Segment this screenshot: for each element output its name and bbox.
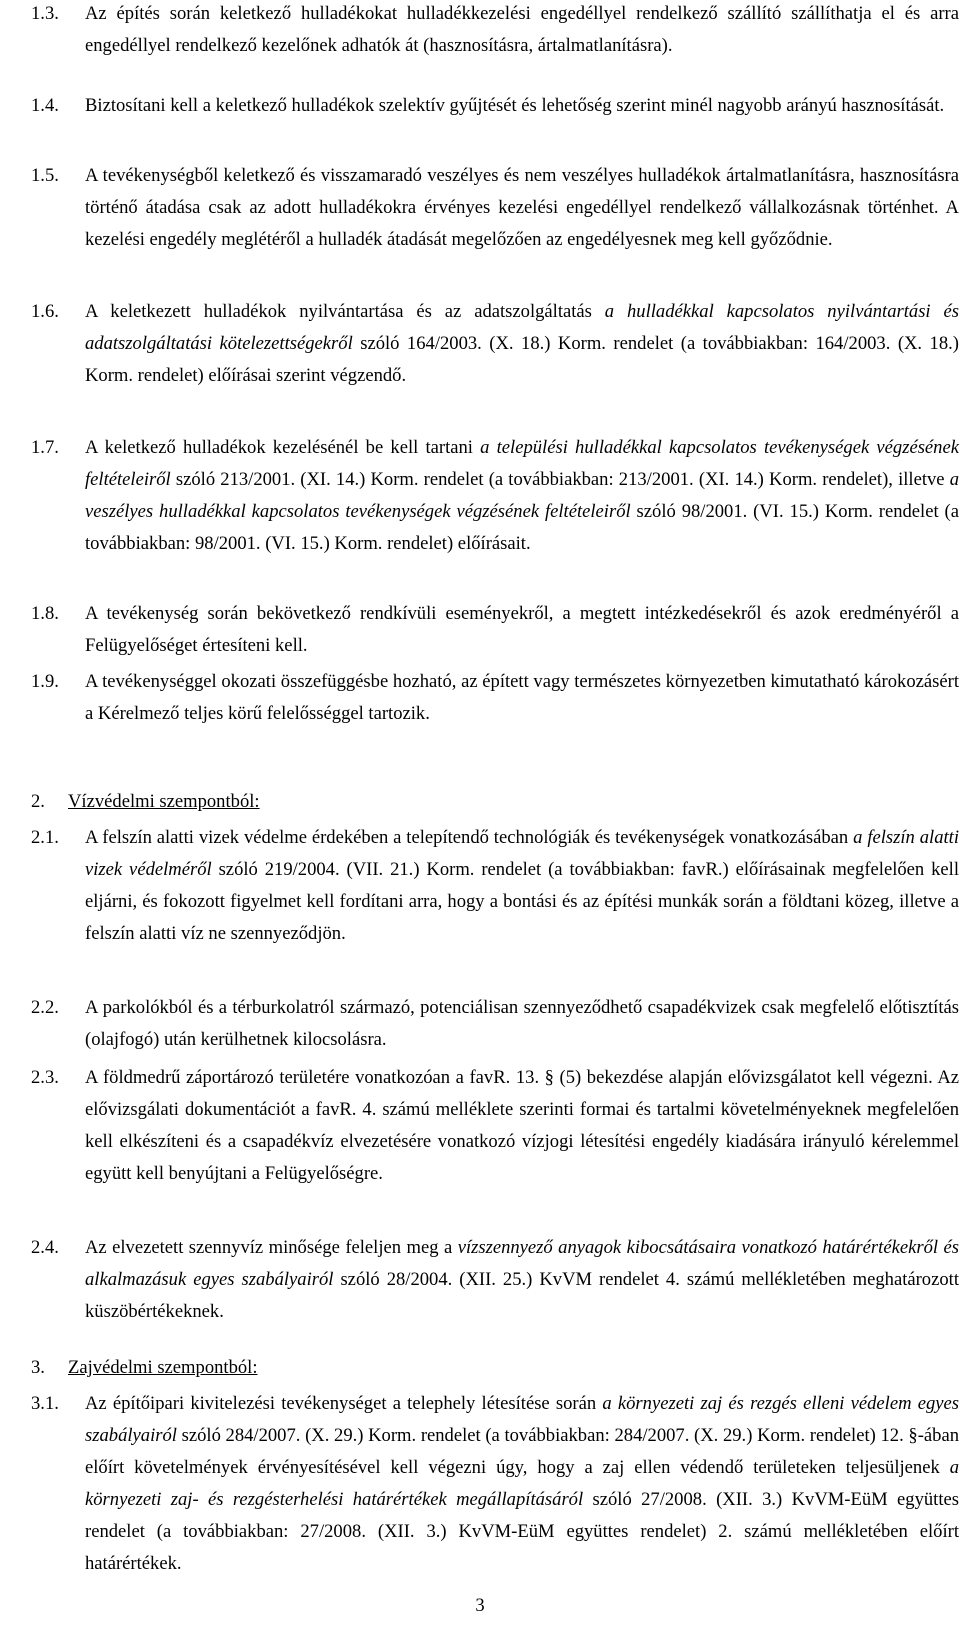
section-heading-noise-protection xyxy=(31,1352,731,1384)
paragraph-text xyxy=(85,598,959,662)
paragraph-number: 1.8. xyxy=(31,603,59,624)
paragraph-text xyxy=(85,1388,959,1580)
paragraph-number: 2.2. xyxy=(31,997,59,1018)
page-number: 3 xyxy=(475,1595,485,1616)
paragraph-text xyxy=(85,1062,959,1190)
paragraph-number: 1.6. xyxy=(31,301,59,322)
paragraph-text xyxy=(85,90,959,122)
paragraph-number: 2.1. xyxy=(31,827,59,848)
paragraph-number: 1.3. xyxy=(31,3,59,24)
section-heading-water-protection xyxy=(31,786,731,818)
section-title: Zajvédelmi szempontból: xyxy=(68,1357,258,1378)
text-run: szóló 27/2008. (XII. 3.) KvVM-EüM együttes rendelet (a továbbiakban: 27/2008. (XII. 3.) KvVM-EüM együttes rendelet) 2. számú mellékletében előírt határértékek. xyxy=(85,1489,959,1574)
section-number: 2. xyxy=(31,791,45,812)
italic-citation: a veszélyes hulladékkal kapcsolatos tevékenységek végzésének feltételeiről xyxy=(85,469,959,522)
paragraph-3-1 xyxy=(31,1388,959,1580)
text-run: Biztosítani kell a keletkező hulladékok szelektív gyűjtését és lehetőség szerint minél nagyobb arányú hasznosítását. xyxy=(85,95,945,116)
italic-citation: a hulladékkal kapcsolatos nyilvántartási és adatszolgáltatási kötelezettségekről xyxy=(85,301,959,354)
text-run: A felszín alatti vizek védelme érdekében a telepítendő technológiák és tevékenységek vonatkozásában xyxy=(85,827,854,848)
text-run: Az építőipari kivitelezési tevékenységet a telephely létesítése során xyxy=(85,1393,603,1414)
paragraph-text xyxy=(85,160,959,256)
paragraph-text xyxy=(85,296,959,392)
text-run: A földmedrű záportározó területére vonatkozóan a favR. 13. § (5) bekezdése alapján elővizsgálatot kell végezni. Az elővizsgálati dokumentációt a favR. 4. számú melléklete szerinti formai és tartalmi követelményeknek megfelelően kell elkészíteni és a csapadékvíz elvezetésére vonatkozó vízjogi létesítési engedély kiadására irányuló kérelemmel együtt kell benyújtani a Felügyelőségre. xyxy=(85,1067,959,1184)
text-run: Az elvezetett szennyvíz minősége feleljen meg a xyxy=(85,1237,458,1258)
paragraph-number: 2.3. xyxy=(31,1067,59,1088)
italic-citation: a környezeti zaj- és rezgésterhelési határértékek megállapításáról xyxy=(85,1457,959,1510)
paragraph-text xyxy=(85,432,959,560)
text-run: A keletkező hulladékok kezelésénél be kell tartani xyxy=(85,437,481,458)
italic-citation: a felszín alatti vizek védelméről xyxy=(85,827,959,880)
paragraph-1-4 xyxy=(31,90,959,122)
text-run: A tevékenység során bekövetkező rendkívüli eseményekről, a megtett intézkedésekről és azok eredményéről a Felügyelőséget értesíteni kell. xyxy=(85,603,959,656)
paragraph-number: 1.7. xyxy=(31,437,59,458)
paragraph-2-3 xyxy=(31,1062,959,1190)
paragraph-text xyxy=(85,1232,959,1328)
paragraph-1-9 xyxy=(31,666,959,730)
paragraph-number: 2.4. xyxy=(31,1237,59,1258)
text-run: A parkolókból és a térburkolatról származó, potenciálisan szennyeződhető csapadékvizek csak megfelelő előtisztítás (olajfogó) után kerülhetnek kilocsolásra. xyxy=(85,997,959,1050)
text-run: szóló 164/2003. (X. 18.) Korm. rendelet (a továbbiakban: 164/2003. (X. 18.) Korm. rendelet) előírásai szerint végzendő. xyxy=(85,333,959,386)
text-run: szóló 98/2001. (VI. 15.) Korm. rendelet (a továbbiakban: 98/2001. (VI. 15.) Korm. rendelet) előírásait. xyxy=(85,501,959,554)
section-number: 3. xyxy=(31,1357,45,1378)
text-run: Az építés során keletkező hulladékokat hulladékkezelési engedéllyel rendelkező szállító szállíthatja el és arra engedéllyel rendelkező kezelőnek adhatók át (hasznosításra, ártalmatlanításra). xyxy=(85,3,959,56)
text-run: A tevékenységből keletkező és visszamaradó veszélyes és nem veszélyes hulladékok ártalmatlanításra, hasznosításra történő átadása csak az adott hulladékokra érvényes kezelési engedéllyel rendelkező vállalkozásnak történhet. A kezelési engedély meglétéről a hulladék átadását megelőzően az engedélyesnek meg kell győződnie. xyxy=(85,165,959,250)
paragraph-number: 1.5. xyxy=(31,165,59,186)
text-run: szóló 28/2004. (XII. 25.) KvVM rendelet 4. számú mellékletében meghatározott küszöbértékeknek. xyxy=(85,1269,959,1322)
paragraph-text xyxy=(85,822,959,950)
italic-citation: vízszennyező anyagok kibocsátásaira vonatkozó határértékekről és alkalmazásuk egyes szabályairól xyxy=(85,1237,959,1290)
italic-citation: a települési hulladékkal kapcsolatos tevékenységek végzésének feltételeiről xyxy=(85,437,959,490)
paragraph-1-6 xyxy=(31,296,959,392)
paragraph-2-2 xyxy=(31,992,959,1056)
paragraph-number: 3.1. xyxy=(31,1393,59,1414)
text-run: szóló 219/2004. (VII. 21.) Korm. rendelet (a továbbiakban: favR.) előírásainak megfelelően kell eljárni, és fokozott figyelmet kell fordítani arra, hogy a bontási és az építési munkák során a földtani közeg, illetve a felszín alatti víz ne szennyeződjön. xyxy=(85,859,959,944)
section-title: Vízvédelmi szempontból: xyxy=(68,791,260,812)
paragraph-number: 1.4. xyxy=(31,95,59,116)
paragraph-text xyxy=(85,0,959,62)
text-run: A keletkezett hulladékok nyilvántartása és az adatszolgáltatás xyxy=(85,301,605,322)
text-run: szóló 284/2007. (X. 29.) Korm. rendelet (a továbbiakban: 284/2007. (X. 29.) Korm. rendelet) 12. §-ában előírt követelmények érvényesítésével kell végezni úgy, hogy a zaj ellen védendő területeken teljesüljenek xyxy=(85,1425,959,1478)
paragraph-1-7 xyxy=(31,432,959,560)
paragraph-text xyxy=(85,666,959,730)
text-run: szóló 213/2001. (XI. 14.) Korm. rendelet (a továbbiakban: 213/2001. (XI. 14.) Korm. rendelet), illetve xyxy=(170,469,950,490)
paragraph-1-8 xyxy=(31,598,959,662)
paragraph-1-5 xyxy=(31,160,959,256)
paragraph-2-1 xyxy=(31,822,959,950)
paragraph-2-4 xyxy=(31,1232,959,1328)
italic-citation: a környezeti zaj és rezgés elleni védelem egyes szabályairól xyxy=(85,1393,959,1446)
text-run: A tevékenységgel okozati összefüggésbe hozható, az épített vagy természetes környezetben kimutatható károkozásért a Kérelmező teljes körű felelősséggel tartozik. xyxy=(85,671,959,724)
paragraph-number: 1.9. xyxy=(31,671,59,692)
paragraph-1-3 xyxy=(31,0,959,62)
paragraph-text xyxy=(85,992,959,1056)
